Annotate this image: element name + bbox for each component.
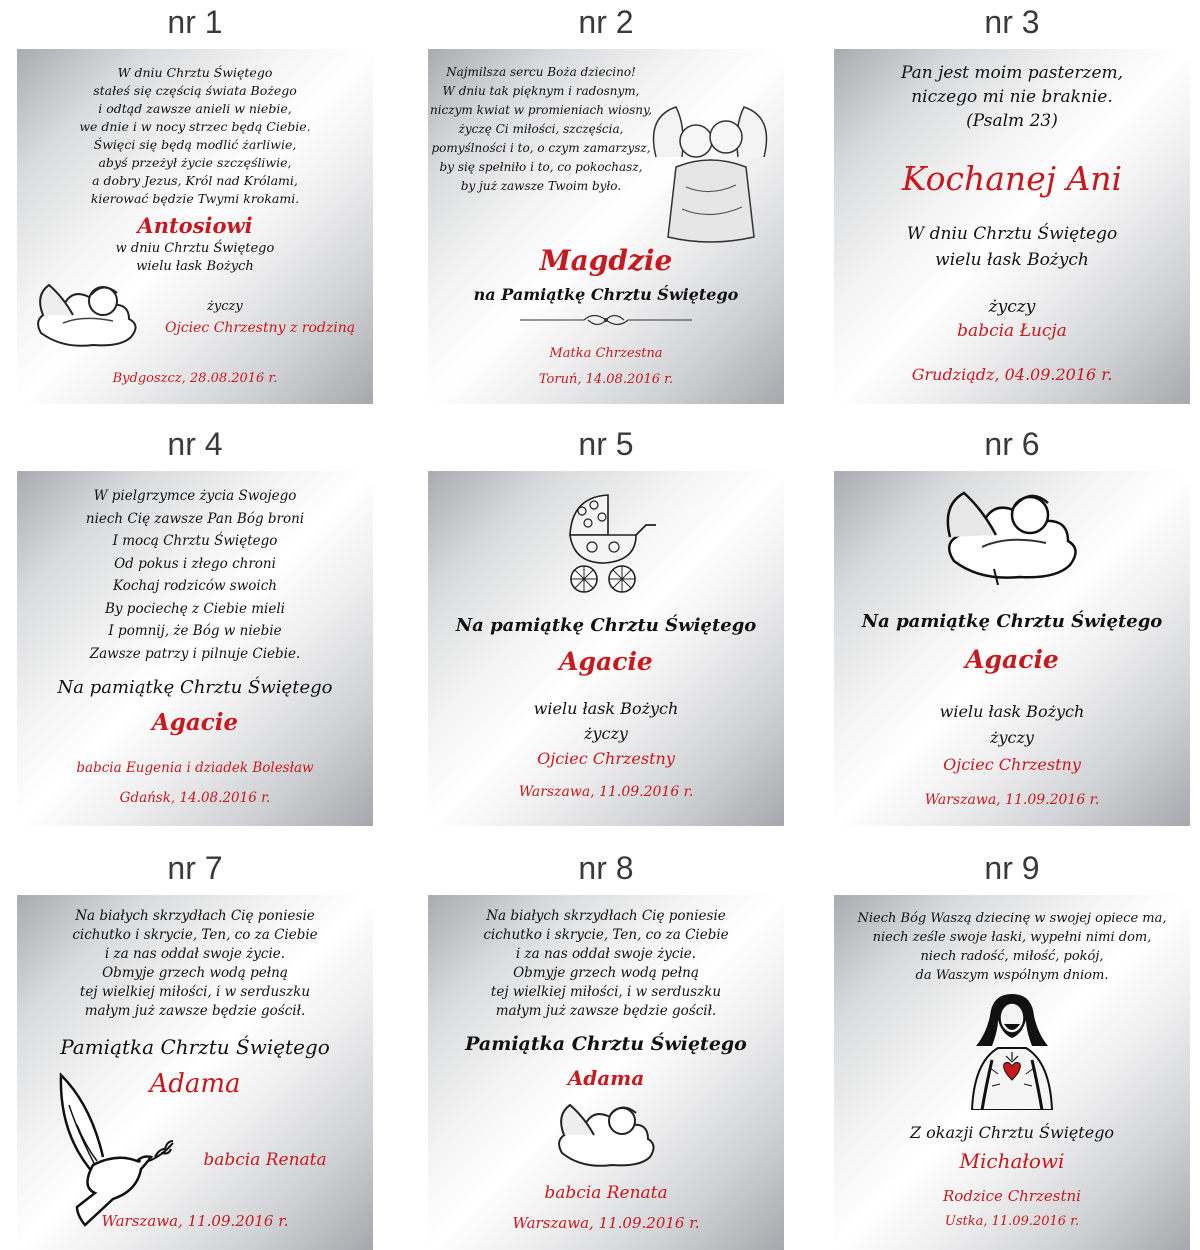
plate-number: nr 8 <box>578 850 634 886</box>
place-date: Warszawa, 11.09.2016 r. <box>924 792 1100 808</box>
wish-line-2: życzy <box>584 724 628 743</box>
recipient-name: Antosiowi <box>137 213 253 238</box>
plate-number: nr 6 <box>984 426 1040 462</box>
zyczy-label: życzy <box>207 299 243 314</box>
recipient-name: Michałowi <box>959 1149 1065 1173</box>
subtitle: Na pamiątkę Chrztu Świętego <box>861 611 1163 632</box>
dove-icon <box>37 1065 177 1235</box>
subtitle: Pamiątka Chrztu Świętego <box>60 1035 330 1059</box>
plate-surface <box>834 49 1190 404</box>
place-date: Grudziądz, 04.09.2016 r. <box>911 365 1113 384</box>
recipient-name: Agacie <box>559 647 653 676</box>
plate-surface <box>834 471 1190 826</box>
wish-line-1: wielu łask Bożych <box>939 702 1085 721</box>
giver: Ojciec Chrzestny z rodziną <box>165 320 356 336</box>
zyczy-label: życzy <box>988 297 1036 317</box>
giver: babcia Renata <box>544 1183 668 1203</box>
place-date: Warszawa, 11.09.2016 r. <box>512 1214 700 1232</box>
poem: W pielgrzymce życia Swojego niech Cię zawsze Pan Bóg broni I mocą Chrztu Świętego Od pokus i złego chroni Kochaj rodziców swoich By pociechę z Ciebie mieli I pomnij, że Bóg w niebie Zawsze patrzy i pilnuje Ciebie. <box>85 488 305 662</box>
wish-line-1: wielu łask Bożych <box>533 699 679 718</box>
plate-surface <box>428 471 784 826</box>
place-date: Warszawa, 11.09.2016 r. <box>101 1212 289 1230</box>
angels-icon <box>646 97 774 247</box>
plate-number: nr 7 <box>167 850 223 886</box>
giver: Ojciec Chrzestny <box>943 755 1081 774</box>
wish-line-1: W dniu Chrztu Świętego <box>906 224 1118 244</box>
wish-line-2: wielu łask Bożych <box>136 259 254 274</box>
poem: Na białych skrzydłach Cię poniesie cichutko i skrycie, Ten, co za Ciebie i za nas oddał swoje życie. Obmyje grzech wodą pełną tej wielkiej miłości, i w serduszku małym już zawsze będzie gościł. <box>483 908 729 1019</box>
subtitle: Pamiątka Chrztu Świętego <box>465 1033 747 1055</box>
recipient-name: Kochanej Ani <box>901 159 1123 198</box>
poem: Niech Bóg Waszą dziecinę w swojej opiece ma, niech ześle swoje łaski, wypełni nimi dom, niech radość, miłość, pokój, da Waszym wspólnym dniom. <box>857 911 1167 983</box>
plate-surface <box>428 49 784 404</box>
wish-line-2: wielu łask Bożych <box>935 250 1089 270</box>
place-date: Ustka, 11.09.2016 r. <box>944 1214 1080 1229</box>
poem: W dniu Chrztu Świętego stałeś się częścią świata Bożego i odtąd zawsze anieli w niebie, we dnie i w nocy strzec będą Ciebie. Święci się będą modlić żarliwie, abyś przeżył życie szczęśliwie, a dobry Jezus, Król nad Królami, kierować będzie Twymi krokami. <box>79 65 311 206</box>
plate-surface <box>17 471 373 826</box>
angel-on-cloud-icon <box>554 1095 658 1171</box>
giver: Ojciec Chrzestny <box>537 749 675 768</box>
recipient-name: Adama <box>567 1066 645 1090</box>
subtitle: Z okazji Chrztu Świętego <box>909 1123 1115 1142</box>
wish-line-1: w dniu Chrztu Świętego <box>115 241 275 256</box>
giver: Rodzice Chrzestni <box>943 1187 1081 1205</box>
recipient-name: Agacie <box>965 645 1059 674</box>
plate-number: nr 9 <box>984 850 1040 886</box>
wish-line-2: życzy <box>990 728 1034 747</box>
place-date: Warszawa, 11.09.2016 r. <box>518 784 694 800</box>
psalm-line-2: niczego mi nie braknie. <box>911 87 1113 107</box>
subtitle: Na pamiątkę Chrztu Świętego <box>57 677 333 698</box>
place-date: Gdańsk, 14.08.2016 r. <box>119 790 271 806</box>
psalm-line-1: Pan jest moim pasterzem, <box>900 63 1124 83</box>
subtitle: Na pamiątkę Chrztu Świętego <box>455 615 757 636</box>
plate-number: nr 3 <box>984 4 1040 40</box>
psalm-ref: (Psalm 23) <box>966 111 1058 131</box>
poem: Najmilsza sercu Boża dziecino! W dniu tak pięknym i radosnym, niczym kwiat w promieniach wiosny, życzę Ci miłości, szczęścia, pomyślności i to, o czym zamarzysz, by się spełniło i to, co pokochasz, by już zawsze Twoim było. <box>429 65 652 193</box>
angel-on-cloud-icon <box>33 275 143 351</box>
plate-surface <box>17 49 373 404</box>
recipient-name: Agacie <box>151 709 239 736</box>
baby-carriage-icon <box>562 491 658 595</box>
ornament-divider-icon <box>518 311 694 329</box>
place-date: Bydgoszcz, 28.08.2016 r. <box>112 371 278 386</box>
poem: Na białych skrzydłach Cię poniesie cichutko i skrycie, Ten, co za Ciebie i za nas oddał swoje życie. Obmyje grzech wodą pełną tej wielkiej miłości, i w serduszku małym już zawsze będzie gościł. <box>72 908 318 1019</box>
giver: babcia Łucja <box>957 321 1067 341</box>
recipient-name: Magdzie <box>539 244 673 277</box>
plate-number: nr 1 <box>167 4 223 40</box>
subtitle: na Pamiątkę Chrztu Świętego <box>473 285 739 304</box>
plate-surface <box>834 895 1190 1250</box>
angel-on-cloud-icon <box>942 481 1082 585</box>
giver: babcia Eugenia i dziadek Bolesław <box>76 760 314 776</box>
plate-number: nr 4 <box>167 426 223 462</box>
plate-surface <box>428 895 784 1250</box>
giver: babcia Renata <box>203 1150 327 1170</box>
plate-surface <box>17 895 373 1250</box>
recipient-name: Adama <box>149 1069 241 1099</box>
plate-number: nr 2 <box>578 4 634 40</box>
giver: Matka Chrzestna <box>549 346 663 361</box>
jesus-sacred-heart-icon <box>962 990 1062 1110</box>
plate-number: nr 5 <box>578 426 634 462</box>
place-date: Toruń, 14.08.2016 r. <box>538 372 674 387</box>
